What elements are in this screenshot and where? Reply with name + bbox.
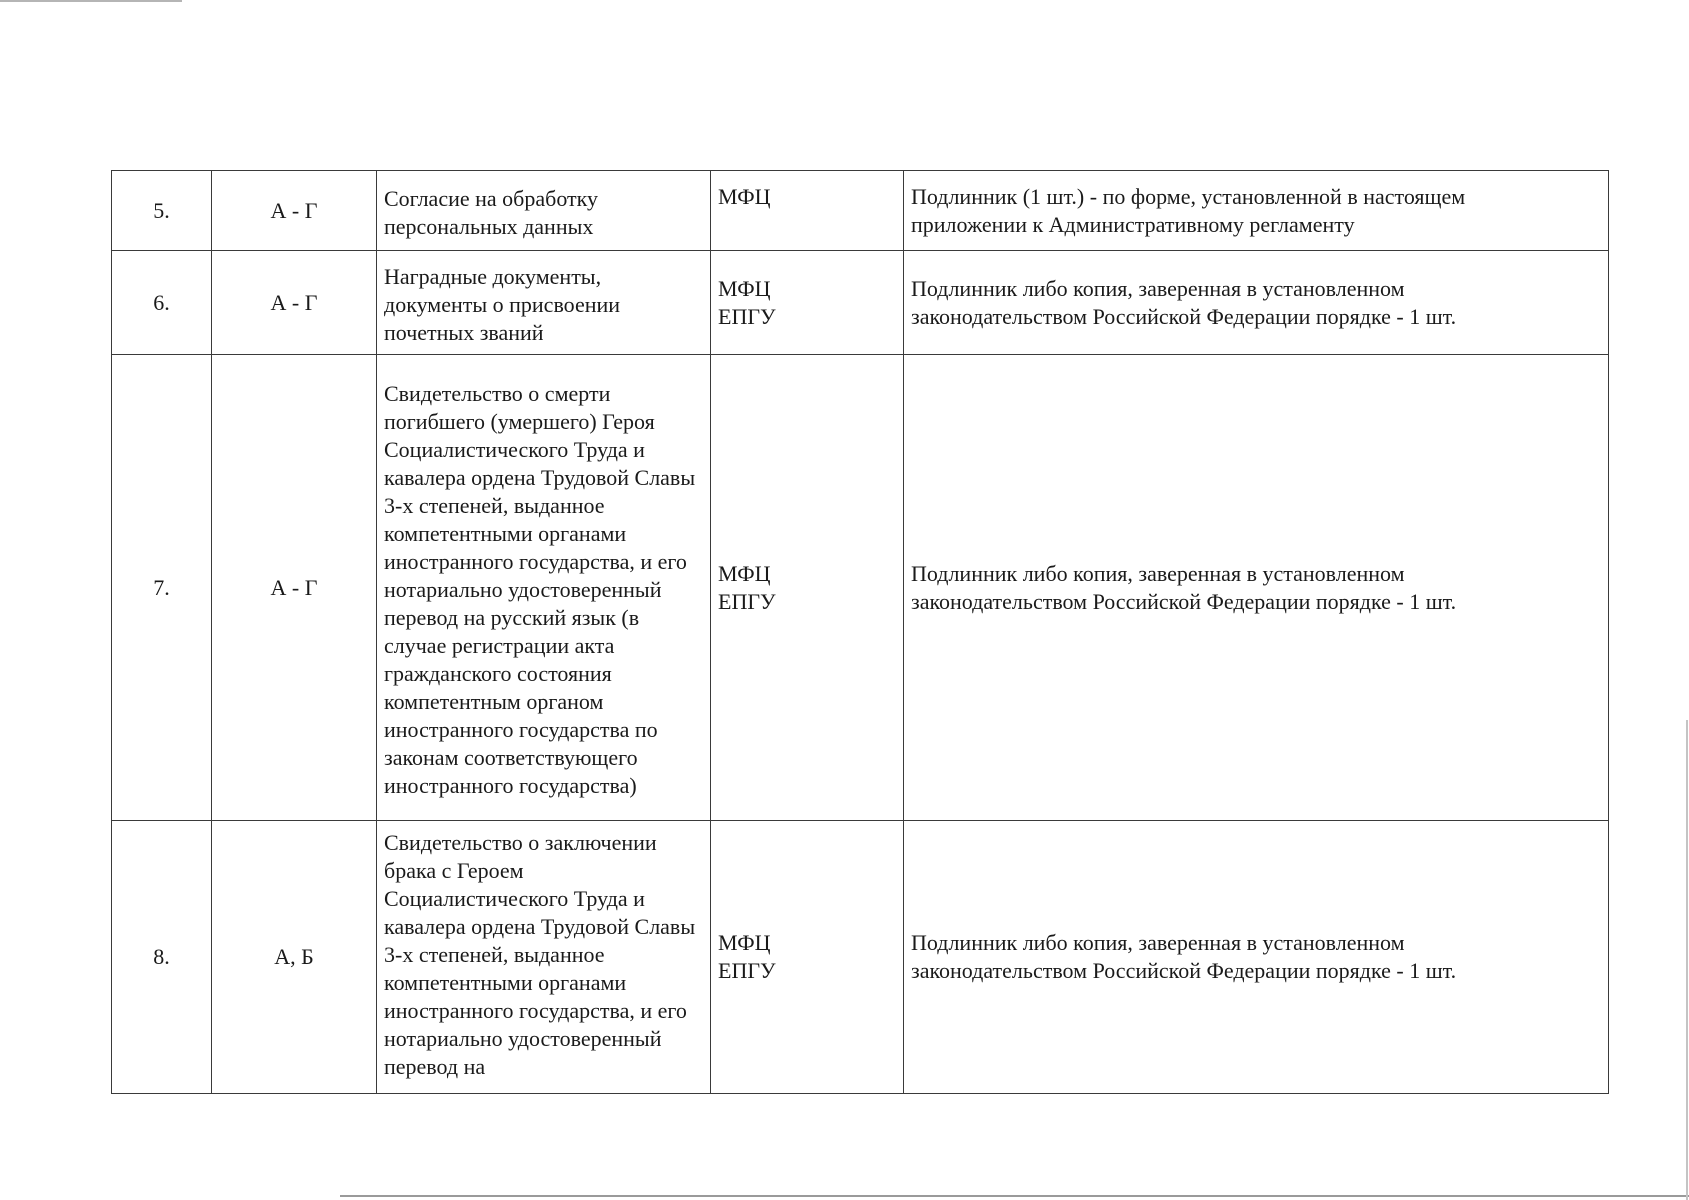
form-line: Подлинник либо копия, заверенная в установленном (911, 930, 1405, 955)
channel-item: ЕПГУ (718, 588, 776, 614)
submission-channel (711, 251, 904, 355)
applicant-category: А - Г (212, 171, 377, 251)
document-name: Свидетельство о заключении брака с Героем Социалистического Труда и кавалера ордена Трудовой Славы 3-х степеней, выданное компетентными органами иностранного государства, и его нотариально удостоверенный перевод на (377, 821, 711, 1094)
applicant-category: А - Г (212, 251, 377, 355)
documents-table (111, 170, 1609, 1094)
form-line: Подлинник либо копия, заверенная в установленном (911, 560, 1405, 586)
document-name: Согласие на обработку персональных данных (377, 171, 711, 251)
document-form (904, 171, 1609, 251)
form-line: Подлинник (1 шт.) - по форме, установленной в настоящем (911, 184, 1466, 209)
submission-channel (711, 171, 904, 251)
form-line: законодательством Российской Федерации порядке - 1 шт. (911, 588, 1457, 614)
submission-channel (711, 821, 904, 1094)
scan-artifact-bottom (340, 1195, 1689, 1197)
scan-artifact-right (1686, 720, 1688, 1200)
row-number: 8. (112, 821, 212, 1094)
submission-channel (711, 355, 904, 821)
document-name: Свидетельство о смерти погибшего (умершего) Героя Социалистического Труда и кавалера ордена Трудовой Славы 3-х степеней, выданное компетентными органами иностранного государства, и его нотариально удостоверенный перевод на русский язык (в случае регистрации акта гражданского состояния компетентным органом иностранного государства по законам соответствующего иностранного государства) (377, 355, 711, 821)
table-row (112, 821, 1609, 1094)
row-number: 7. (112, 355, 212, 821)
applicant-category: А - Г (212, 355, 377, 821)
document-form (904, 821, 1609, 1094)
channel-item: ЕПГУ (718, 303, 776, 329)
form-line: приложении к Административному регламенту (911, 212, 1355, 237)
channel-item: ЕПГУ (718, 958, 776, 983)
channel-item: МФЦ (718, 184, 771, 209)
table-row (112, 251, 1609, 355)
form-line: законодательством Российской Федерации порядке - 1 шт. (911, 303, 1457, 329)
form-line: Подлинник либо копия, заверенная в установленном (911, 275, 1405, 301)
form-line: законодательством Российской Федерации порядке - 1 шт. (911, 958, 1457, 983)
row-number: 5. (112, 171, 212, 251)
row-number: 6. (112, 251, 212, 355)
channel-item: МФЦ (718, 930, 771, 955)
channel-item: МФЦ (718, 275, 771, 301)
document-name: Наградные документы, документы о присвоении почетных званий (377, 251, 711, 355)
scan-artifact-top (0, 0, 182, 2)
applicant-category: А, Б (212, 821, 377, 1094)
table-row (112, 355, 1609, 821)
channel-item: МФЦ (718, 560, 771, 586)
table-row (112, 171, 1609, 251)
document-form (904, 251, 1609, 355)
document-form (904, 355, 1609, 821)
